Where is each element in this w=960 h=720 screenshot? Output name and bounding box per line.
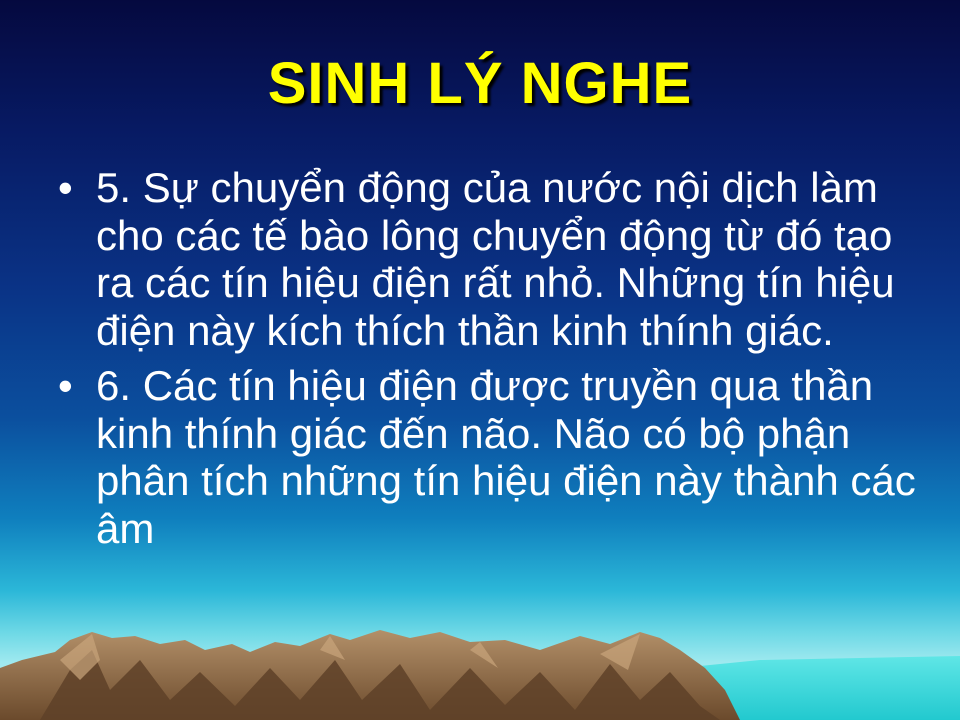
slide-title: SINH LÝ NGHE (267, 51, 693, 116)
bullet-item (58, 362, 918, 552)
bullet-item (58, 164, 918, 354)
bullet-text: 5. Sự chuyển động của nước nội dịch làm cho các tế bào lông chuyển động từ đó tạo ra các tín hiệu điện rất nhỏ. Những tín hiệu điện này kích thích thần kinh thính giác. (96, 164, 895, 354)
bullet-list (58, 164, 918, 560)
bullet-dot-icon: • (58, 164, 73, 211)
bullet-text: 6. Các tín hiệu điện được truyền qua thần kinh thính giác đến não. Não có bộ phận phân tích những tín hiệu điện này thành các âm (96, 362, 916, 552)
bullet-dot-icon: • (58, 362, 73, 409)
